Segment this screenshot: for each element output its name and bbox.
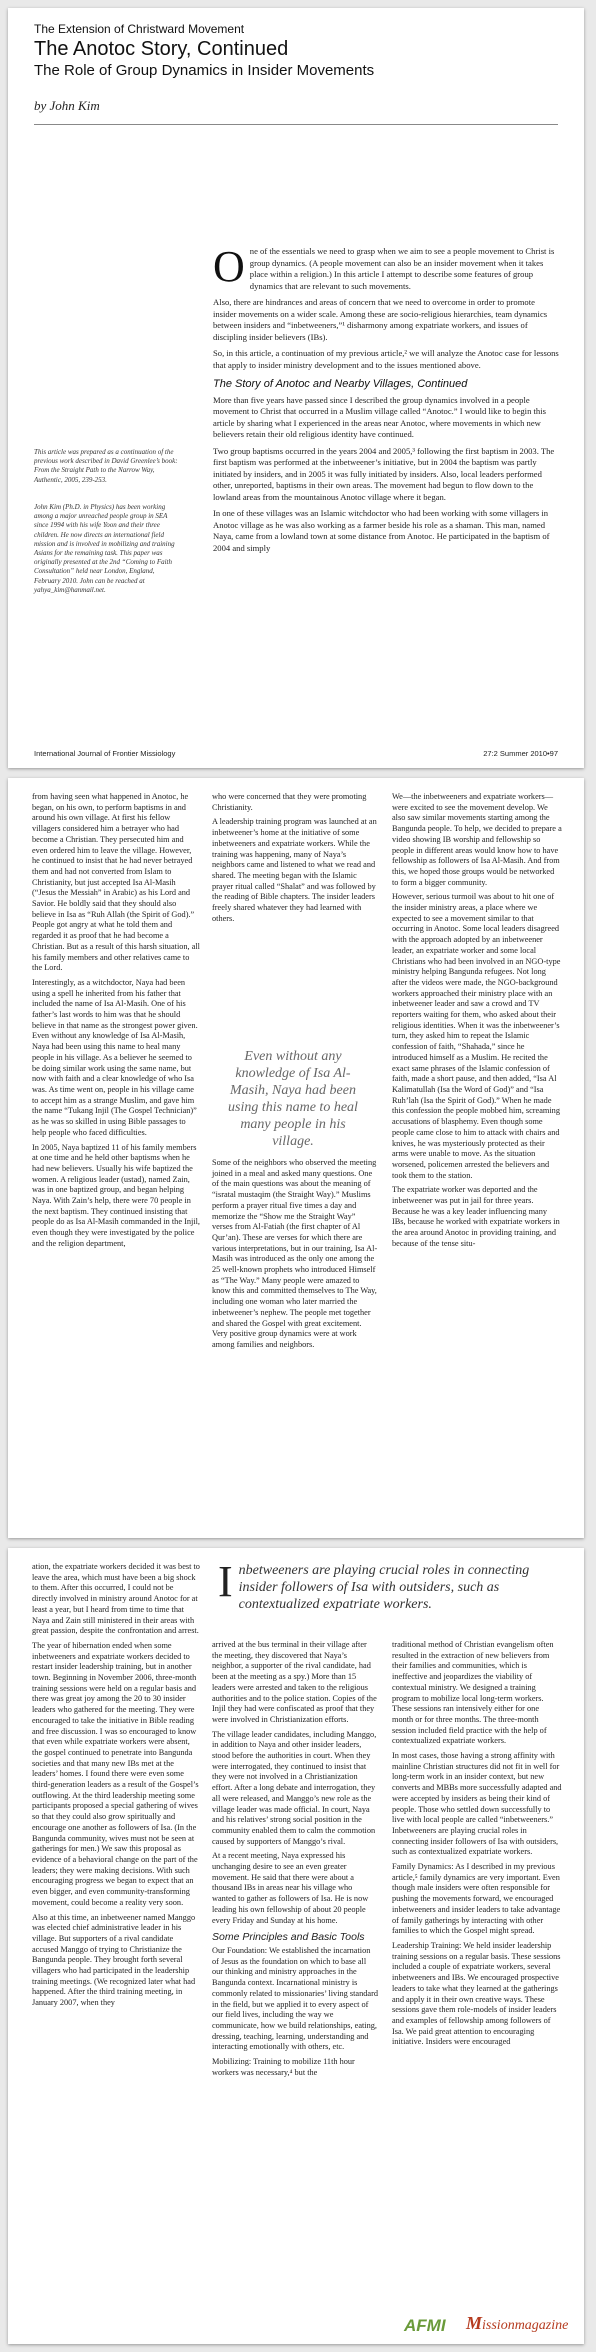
quote-drop-letter: I bbox=[218, 1557, 233, 1606]
paragraph: ation, the expatriate workers decided it was best to leave the area, which must have been a big shock to them. After this occurred, I could not be directly involved in ministry around Anotoc for at least a year, but I heard from time to time that Naya and Zain still ministered in their areas with great passion, despite the confrontation and arrest. bbox=[32, 1562, 200, 1636]
paragraph: At a recent meeting, Naya expressed his unchanging desire to see an even greater movement. He said that there were about a thousand IBs in areas near his village who wanted to gather as followers of Isa. He is now leading his own fellowship of about 20 people every Friday and Sunday at his home. bbox=[212, 1851, 369, 1925]
logo-m: M bbox=[466, 2313, 483, 2333]
paragraph: Also at this time, an inbetweener named Manggo was elected chief administrative leader in his village. But supporters of a rival candidate accused Manggo of trying to Christianize the Bangunda people. They brought forth several villagers who had participated in the leadership training meetings. (We recognized later what had happened. After the third training meeting, in January 2007, when they bbox=[32, 1912, 196, 2008]
paragraph: Family Dynamics: As I described in my previous article,⁵ family dynamics are very important. Even though male insiders were often responsible for pushing the movements forward, we encouraged inbetweeners and insider leaders to take advantage of family gatherings by interacting with other families to which the Gospel might spread. bbox=[392, 1862, 561, 1936]
article-page-1 bbox=[8, 8, 584, 768]
section-heading: The Story of Anotoc and Nearby Villages, Continued bbox=[213, 378, 468, 390]
paragraph: The expatriate worker was deported and the inbetweener was put in jail for three years. Because he was a key leader influencing many IBs, because he worked with expatriate workers in the area around Anotoc in providing training, and because of the tense situ- bbox=[392, 1185, 560, 1248]
paragraph: from having seen what happened in Anotoc, he began, on his own, to perform baptisms in and around his own village. At first his fellow villagers considered him a betrayer who had become a Christian. They persecuted him and even ordered him to leave the village. However, he continued to insist that he had never betrayed them and had not converted from Islam to Christianity, but just accepted Isa Al-Masih (“Jesus the Messiah” in Arabic) as his Lord and Savior. He boldly said that they should also believe in Isa as “Ruh Allah (the Spirit of God).” People got angry at what he told them and regarded it as proof that he had become a Christian. But as a result of this harsh situation, all his family members and other relatives came to the Lord. bbox=[32, 792, 200, 973]
article-subtitle: The Role of Group Dynamics in Insider Movements bbox=[34, 62, 375, 79]
paragraph: In most cases, those having a strong affinity with mainline Christian structures did not fit in well for long-term work in an insider context, but new converts and MBBs more successfully adapted and were accepted by insiders as being their kind of people. Those who settled down successfully to live with local people are called “inbetweeners.” Inbetweeners are playing crucial roles in connecting insider followers of Isa with outsiders, such as contextualized expatriate workers. bbox=[392, 1751, 562, 1857]
story-paragraph-2: Two group baptisms occurred in the years 2004 and 2005,³ following the first baptism in 2003. The first baptism was performed at the inbetweener’s initiative, but in 2004 the baptism was partly initiated by insiders, and in 2005 it was fully initiated by insiders. Also, local leaders performed other, unreported, baptisms in their own areas. The movement had begun to flow down to the lowland areas from the mountainous Anotoc village where it began. bbox=[213, 445, 555, 502]
paragraph: traditional method of Christian evangelism often resulted in the extraction of new believers from their families and communities, which is ineffective and jeopardizes the viability of contextual ministry. We designed a training program to mobilize local long-term workers. These sessions ran intensively either for one month or for three months. The three-month session included field practice with the help of contextualized expatriate workers. bbox=[392, 1640, 554, 1746]
journal-name: International Journal of Frontier Missiology bbox=[34, 749, 176, 758]
large-pull-quote bbox=[218, 1557, 558, 1613]
author-bio: John Kim (Ph.D. in Physics) has been working among a major unreached people group in SEA since 1994 with his wife Yoon and their three children. He now directs an international field mission and is involved in mobilizing and training Asians for the remaining task. This paper was originally presented at the 2nd “Coming to Faith Consultation” held near London, England, February 2010. John can be reached at yahya_kim@hanmail.net. bbox=[34, 503, 175, 594]
intro-paragraph-3: So, in this article, a continuation of my previous article,² we will analyze the Anotoc case for lessons that apply to insider ministry development and to the issues mentioned above. bbox=[213, 348, 559, 370]
page2-column-2 bbox=[212, 792, 378, 928]
page2-column-1 bbox=[32, 792, 200, 1254]
article-page-2 bbox=[8, 778, 584, 1538]
subsection-heading: Some Principles and Basic Tools bbox=[212, 1931, 365, 1944]
author-byline: by John Kim bbox=[34, 98, 100, 113]
afmi-logo: AFMI bbox=[404, 2316, 446, 2335]
intro-paragraph-2: Also, there are hindrances and areas of concern that we need to overcome in order to promote insider movements on a wider scale. Among these are socio-religious hierarchies, team dynamics between insiders and “inbetweeners,”¹ disharmony among expatriate workers, and issues of discipling insider believers (IBs). bbox=[213, 297, 548, 342]
story-paragraph-3: In one of these villages was an Islamic witchdoctor who had been working with some villagers in Anotoc village as he was also working as a farmer beside his role as a shaman. This man, named Naya, came from a lowland town at some distance from Anotoc. He participated in the baptism of 2004 and simply bbox=[213, 508, 550, 553]
page2-column-2-lower bbox=[212, 1158, 378, 1355]
paragraph: who were concerned that they were promoting Christianity. bbox=[212, 792, 367, 812]
logo-rest: issionmagazine bbox=[482, 2318, 569, 2333]
paragraph: However, serious turmoil was about to hit one of the insider ministry areas, a place where we expected to see a movement similar to that occurring in Anotoc. Some local leaders disagreed with the approach adopted by an inbetweener leader, an expatriate worker and some local Christians who had been involved in an NGO-type ministry helping Bangunda refugees. Not long after the videos were made, the NGO-background workers approached their ministry place with an inbetweener leader and saw a crowd and TV reporters waiting for them, who asked about their religious identities. When it was the inbetweener’s turn, they asked him to repeat the Islamic confession of faith, “Shahada,” since he introduced himself as a Muslim. He recited the exact same phrases of the Islamic confession of faith, made a short pause, and then added, “Isa Al Kalimatullah (Isa the Word of God)” and “Isa Ruh’lah (Isa the Spirit of God).” When he made this confession the people mobbed him, screaming accusations of blasphemy. Even though some people came close to him to attack with chairs and knives, he was mysteriously protected as their arms were unable to move. As the situation worsened, policemen arrested the believers and took them to the station. bbox=[392, 892, 561, 1180]
drop-cap: O bbox=[213, 242, 245, 291]
paragraph: Our Foundation: We established the incarnation of Jesus as the foundation on which to base all our thinking and ministry approaches in the Bangunda context. Incarnational ministry is commonly related to missionaries’ living standard in the field, but we applied it to every aspect of our field lives, including the way we communicate, how we build relationships, eating, dressing, teaching, learning, understanding and interacting emotionally with others, etc. bbox=[212, 1945, 378, 2052]
story-paragraph-1: More than five years have passed since I described the group dynamics involved in a people movement to Christ that occurred in a Muslim village called “Anotoc.” I would like to begin this article by sharing what I experienced in the areas near Anotoc, where movements in which new believers retain their old religious identity have continued. bbox=[213, 394, 546, 439]
article-page-3 bbox=[8, 1548, 584, 2344]
page3-column-2 bbox=[212, 1640, 378, 2082]
paragraph: arrived at the bus terminal in their village after the meeting, they discovered that Naya’s neighbor, a supporter of the rival candidate, had been at the meeting as a spy.) More than 15 leaders were arrested and taken to the religious authorities and to the police station. Copies of the Injil they had were confiscated as proof that they were involved in Christianization efforts. bbox=[212, 1640, 377, 1724]
paragraph: A leadership training program was launched at an inbetweener’s home at the initiative of some inbetweeners and expatriate workers. While the training was happening, many of Naya’s neighbors came and listened to what we read and shared. The meeting began with the Islamic prayer ritual called “Shalat” and was followed by the reading of Bible chapters. The insider leaders freely shared whatever they had learned with others. bbox=[212, 817, 377, 923]
paragraph: Mobilizing: Training to mobilize 11th hour workers was necessary,⁴ but the bbox=[212, 2057, 355, 2077]
paragraph: Interestingly, as a witchdoctor, Naya had been using a spell he inherited from his father that included the name of Isa Al-Masih. One of his father’s last words to him was that he should believe in that name as the strongest power given. Even without any knowledge of Isa Al-Masih, Naya had been using this name to heal many people in his village. As a believer he seemed to be doing similar work using the same name, but now with faith and a clear knowledge of who Isa was. As time went on, people in his village came to accept him as a strange Muslim, and gave him the name “Tukang Injil (The Gospel Technician)” as he was so skilled in using Bible passages to help people who faced difficulties. bbox=[32, 977, 198, 1137]
intro-paragraph-1: ne of the essentials we need to grasp when we aim to see a people movement to Christ is group dynamics. (A people movement can also be an insider movement when it takes place within a religion.) In this article I attempt to describe some features of group dynamics that are relevant to such movements. bbox=[249, 246, 555, 291]
intro-column bbox=[213, 242, 559, 559]
paragraph: The village leader candidates, including Manggo, in addition to Naya and other insider leaders, stood before the authorities in court. When they were interrogated, they continued to insist that they were not involved in a Christianization effort. After a long debate and interrogation, they all were released, and Manggo’s new role as the village leader was made official. In court, Naya and his relatives’ strong social position in the community enabled them to calm the commotion caused by supporters of Manggo’s rival. bbox=[212, 1729, 377, 1846]
large-pull-quote-text: nbetweeners are playing crucial roles in connecting insider followers of Isa with outsiders, such as contextualized expatriate workers. bbox=[238, 1563, 530, 1612]
paragraph: In 2005, Naya baptized 11 of his family members at one time and he held other baptisms when he had new believers. Usually his wife baptized the women. A religious leader (ustad), named Zain, was in one baptized group, and began helping Naya. With Zain’s help, there were 70 people in the next baptism. They continued insisting that people do as Isa Al-Masih commanded in the Injil, even though they were investigated by the police and the religion department, bbox=[32, 1142, 200, 1248]
page2-column-3 bbox=[392, 792, 562, 1254]
header-rule bbox=[34, 124, 558, 125]
paragraph: Leadership Training: We held insider leadership training sessions on a regular basis. These sessions included a couple of expatriate workers, several inbetweeners and IBs. We encouraged prospective leaders to take what they learned at the gatherings and apply it in their own creative ways. These sessions gave them role-models of insider leaders and examples of fellowship among followers of Isa. We paid great attention to encouraging initiative. Insiders were encouraged bbox=[392, 1940, 561, 2047]
article-note: This article was prepared as a continuation of the previous work described in David Greenlee’s book: From the Straight Path to the Narrow Way, Authentic, 2005, 239-253. bbox=[34, 448, 178, 484]
paragraph: We—the inbetweeners and expatriate workers—were excited to see the movement develop. We also saw similar movements starting among the Bangunda people. To help, we decided to prepare a video showing IB worship and fellowship so people in different areas would know how to have fellowship as followers of Isa Al-Masih. And from this, we hoped those groups would be networked to form a bigger community. bbox=[392, 792, 562, 887]
paragraph: The year of hibernation ended when some inbetweeners and expatriate workers decided to restart insider leadership training, but in another town. Beginning in November 2006, three-month training sessions were held on a regular basis and there was great joy among the 20 to 30 insider leaders who gathered for the meeting. They were encouraged to take the initiative in Bible reading and free discussion. I was so encouraged to know that even while expatriate workers were absent, the gospel continued to penetrate into Bangunda societies and that many new IBs met at the leaders’ homes. I found there were even some third-generation leaders as a result of the Gospel’s outflowing. At the third leadership meeting some participants proposed a special gathering of wives so that they could also grow spiritually and encourage one another as followers of Isa. (In the Bangunda community, wives must not be seen at gatherings for men.) We saw this proposal as evidence of a behavioral change on the part of the leaders; they were making decisions. With such encouraging progress we began to expect that an even bigger, and even community-transforming movement, could become a reality very soon. bbox=[32, 1640, 199, 1907]
page3-column-3 bbox=[392, 1640, 562, 2052]
mission-magazine-logo bbox=[466, 2313, 568, 2334]
pull-quote: Even without any knowledge of Isa Al-Masih, Naya had been using this name to heal many people in his village. bbox=[228, 1049, 358, 1149]
paragraph: Some of the neighbors who observed the meeting joined in a meal and asked many questions. One of the main questions was about the meaning of “isratal mustaqim (the Straight Way).” Muslims perform a prayer ritual five times a day and memorize the “Show me the Straight Way” verses from Al-Fatiah (the first chapter of Al Qur’an). These are verses for which there are various interpretations, but in our training, Isa Al-Masih was introduced as the only one among the 25 well-known prophets who introduced Himself as “The Way.” Many people were amazed to know this and committed themselves to The Way, including one woman who later married the inbetweener’s nephew. The people met together and shared the Gospel with great excitement. Very positive group dynamics were at work among families and neighbors. bbox=[212, 1158, 378, 1349]
page3-column-1 bbox=[32, 1562, 200, 2013]
article-title: The Anotoc Story, Continued bbox=[34, 38, 289, 60]
page-number: 27:2 Summer 2010•97 bbox=[483, 749, 558, 758]
series-label: The Extension of Christward Movement bbox=[34, 22, 245, 36]
